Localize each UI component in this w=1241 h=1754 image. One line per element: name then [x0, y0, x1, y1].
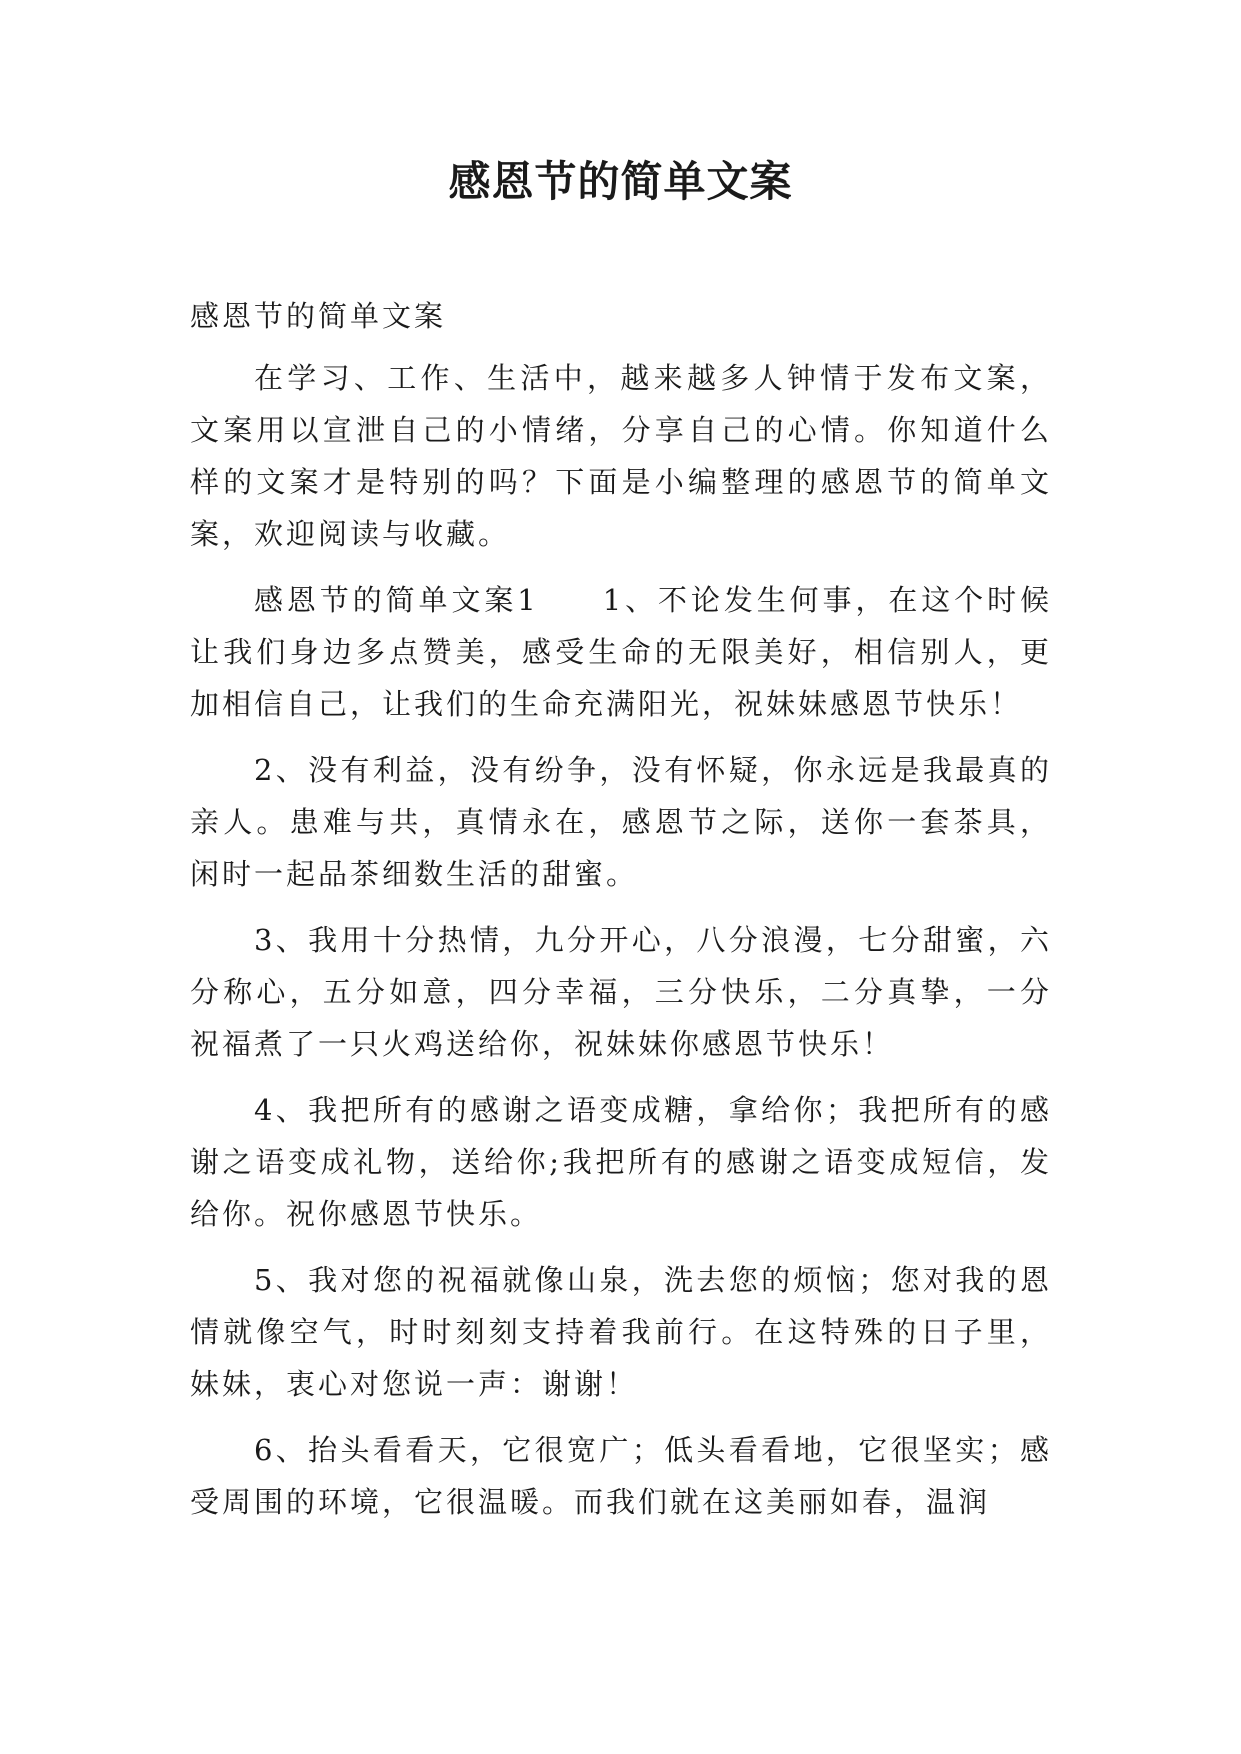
- list-item: 5、我对您的祝福就像山泉，洗去您的烦恼；您对我的恩情就像空气，时时刻刻支持着我前行。在这特殊的日子里，妹妹，衷心对您说一声：谢谢！: [190, 1263, 1052, 1401]
- intro-paragraph: 在学习、工作、生活中，越来越多人钟情于发布文案，文案用以宣泄自己的小情绪，分享自己的心情。你知道什么样的文案才是特别的吗？下面是小编整理的感恩节的简单文案，欢迎阅读与收藏。: [190, 361, 1052, 551]
- list-item: 4、我把所有的感谢之语变成糖，拿给你；我把所有的感谢之语变成礼物，送给你;我把所有的感谢之语变成短信，发给你。祝你感恩节快乐。: [190, 1093, 1052, 1231]
- section-paragraph-1: [190, 574, 1052, 730]
- list-item: 2、没有利益，没有纷争，没有怀疑，你永远是我最真的亲人。患难与共，真情永在，感恩节之际，送你一套茶具，闲时一起品茶细数生活的甜蜜。: [190, 753, 1052, 891]
- list-item: 6、抬头看看天，它很宽广；低头看看地，它很坚实；感受周围的环境，它很温暖。而我们就在这美丽如春，温润: [190, 1433, 1052, 1519]
- list-item: 3、我用十分热情，九分开心，八分浪漫，七分甜蜜，六分称心，五分如意，四分幸福，三分快乐，二分真挚，一分祝福煮了一只火鸡送给你，祝妹妹你感恩节快乐！: [190, 923, 1052, 1061]
- document-body: [190, 290, 1052, 1542]
- section-heading: 感恩节的简单文案1: [254, 583, 539, 617]
- document-title: 感恩节的简单文案: [448, 157, 793, 206]
- document-subtitle: 感恩节的简单文案: [190, 299, 447, 333]
- list-item: 1、不论发生何事，在这个时候让我们身边多点赞美，感受生命的无限美好，相信别人，更加相信自己，让我们的生命充满阳光，祝妹妹感恩节快乐！: [190, 583, 1053, 721]
